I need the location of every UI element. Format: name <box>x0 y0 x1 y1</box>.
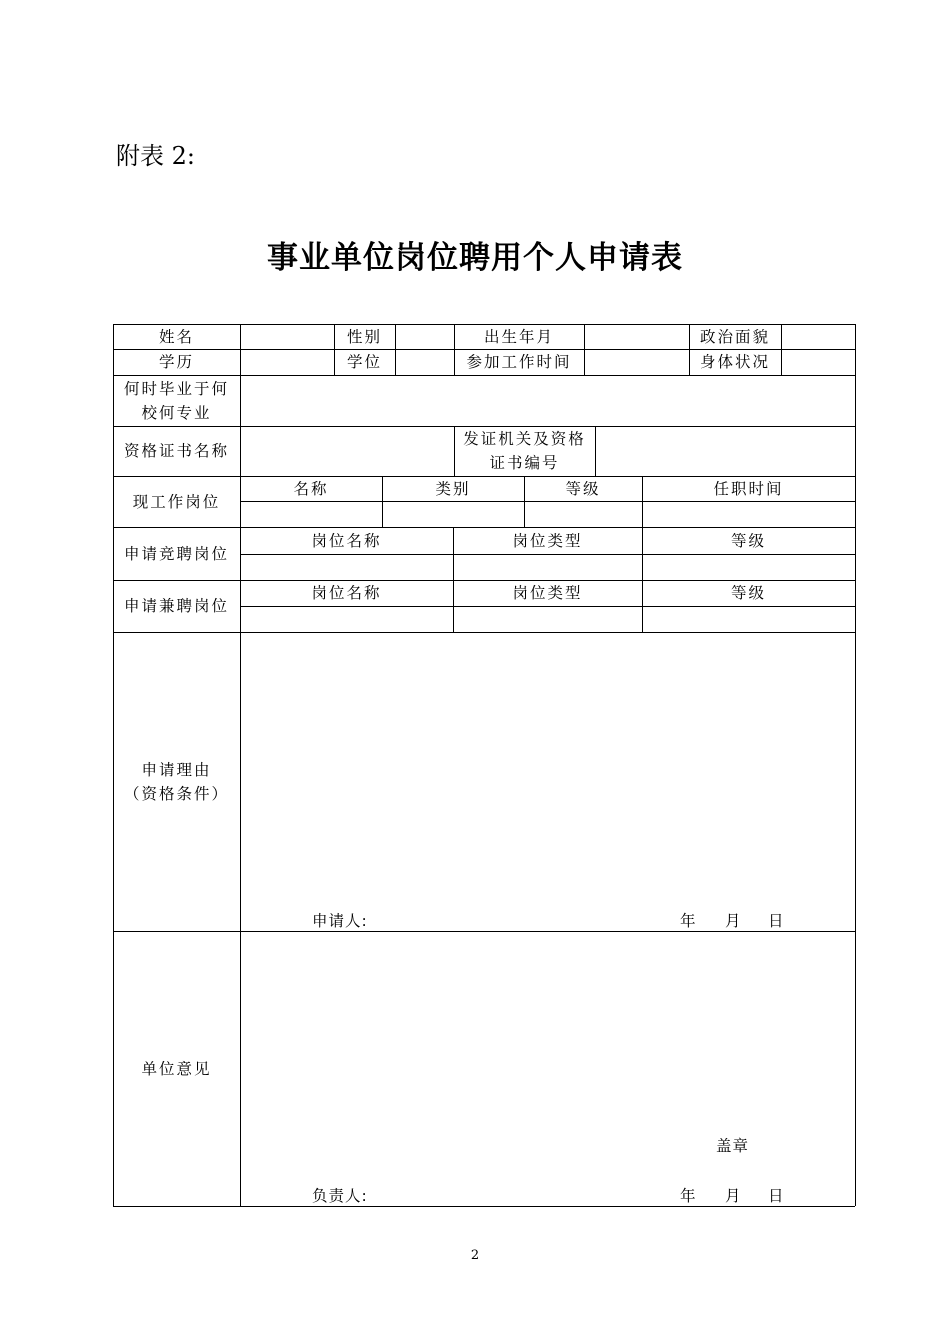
issuer-label-line1: 发证机关及资格 <box>463 430 586 448</box>
concurrent-post-name-header: 岗位名称 <box>311 584 382 602</box>
reason-year-label: 年 <box>680 912 697 930</box>
apply-post-grade-header: 等级 <box>730 531 766 550</box>
concurrent-post-label: 申请兼聘岗位 <box>123 597 229 615</box>
issuer-label <box>454 426 595 476</box>
concurrent-post-grade-header: 等级 <box>730 584 766 602</box>
current-post-label: 现工作岗位 <box>132 492 221 511</box>
gender-label: 性别 <box>346 327 382 346</box>
seal-label: 盖章 <box>716 1137 750 1155</box>
responsible-signature-label: 负责人: <box>312 1187 368 1205</box>
work-start-label: 参加工作时间 <box>466 353 572 371</box>
issuer-label-line2: 证书编号 <box>489 454 560 472</box>
apply-post-type-header: 岗位类型 <box>512 531 583 550</box>
opinion-year-label: 年 <box>680 1187 697 1205</box>
current-post-category-header: 类别 <box>435 479 471 498</box>
attachment-label: 附表 2: <box>116 142 195 170</box>
graduation-label-line2: 校何专业 <box>141 403 212 422</box>
reason-day-label: 日 <box>768 912 785 930</box>
page-number: 2 <box>470 1248 480 1263</box>
graduation-label <box>113 375 240 426</box>
opinion-day-label: 日 <box>768 1187 785 1205</box>
politics-label: 政治面貌 <box>699 327 770 346</box>
education-label: 学历 <box>158 353 194 371</box>
opinion-month-label: 月 <box>725 1187 742 1205</box>
current-post-name-header: 名称 <box>293 479 329 498</box>
apply-post-label: 申请竞聘岗位 <box>123 544 229 563</box>
graduation-label-line1: 何时毕业于何 <box>123 379 229 398</box>
reason-label-line2: （资格条件） <box>123 784 229 803</box>
certificate-label: 资格证书名称 <box>123 442 229 460</box>
current-post-grade-header: 等级 <box>565 479 601 498</box>
name-label: 姓名 <box>158 327 194 346</box>
reason-month-label: 月 <box>725 912 742 930</box>
reason-label-line1: 申请理由 <box>141 760 212 779</box>
degree-label: 学位 <box>346 353 382 371</box>
unit-opinion-label: 单位意见 <box>141 1059 212 1078</box>
apply-post-name-header: 岗位名称 <box>311 531 382 550</box>
current-post-tenure-header: 任职时间 <box>713 479 784 498</box>
form-title: 事业单位岗位聘用个人申请表 <box>267 240 683 276</box>
concurrent-post-type-header: 岗位类型 <box>512 584 583 602</box>
reason-label <box>113 632 240 931</box>
birth-label: 出生年月 <box>483 327 554 346</box>
health-label: 身体状况 <box>699 353 770 371</box>
applicant-signature-label: 申请人: <box>312 912 368 930</box>
